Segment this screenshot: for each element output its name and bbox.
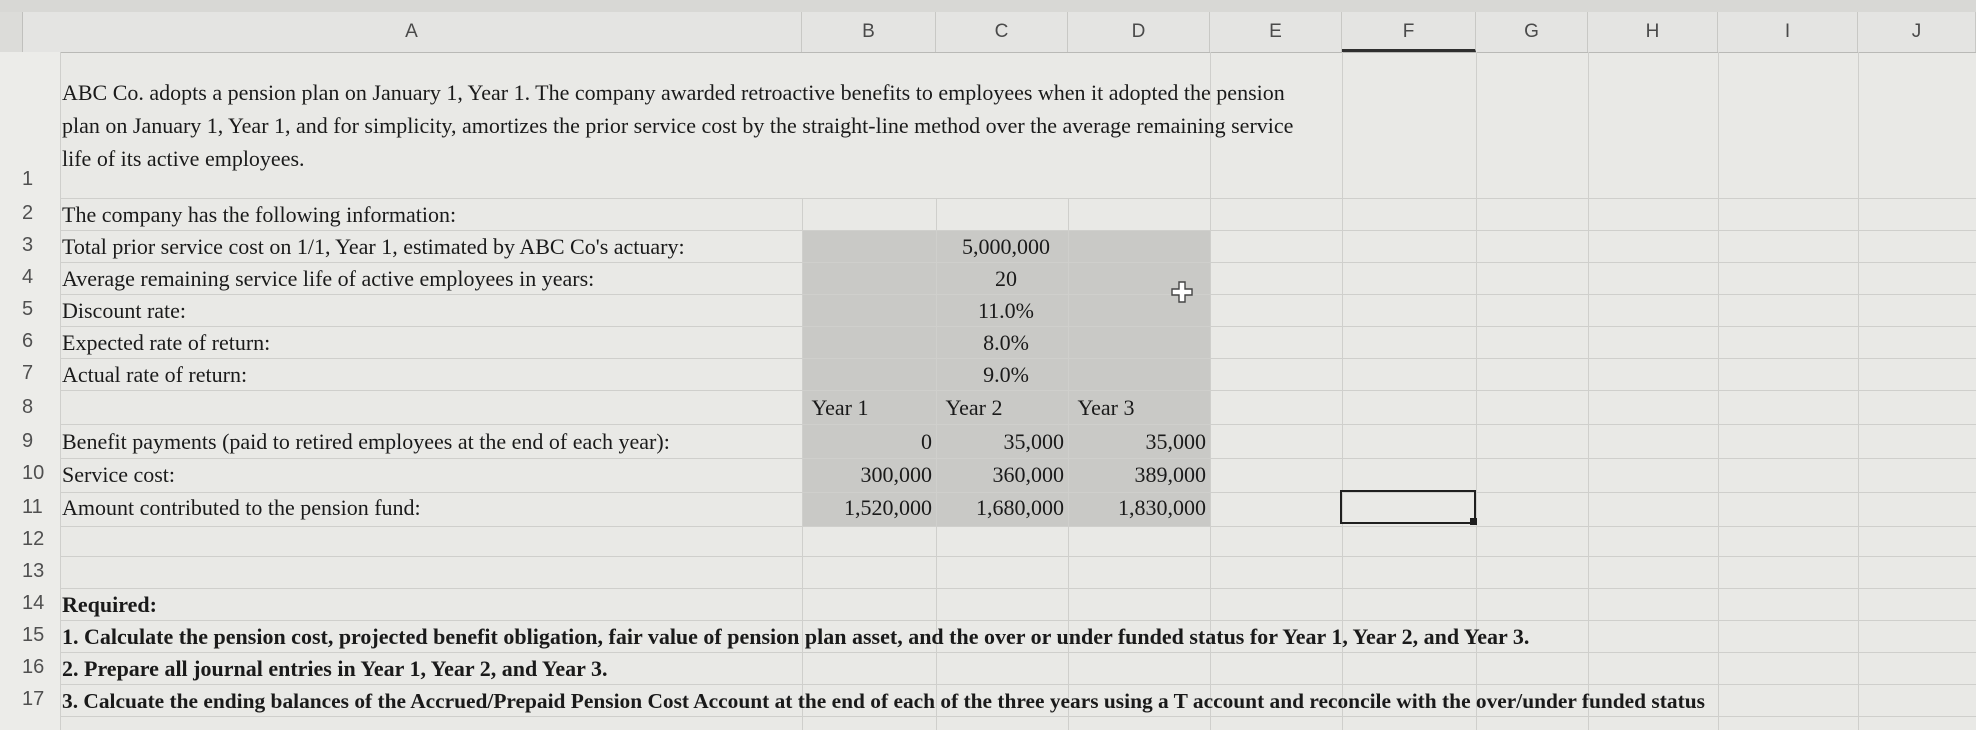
column-header-g[interactable]: G	[1476, 12, 1588, 52]
year-header[interactable]: Year 3	[1077, 395, 1135, 420]
contribution-year2[interactable]: 1,680,000	[976, 495, 1064, 520]
contribution-year3[interactable]: 1,830,000	[1118, 495, 1206, 520]
fill-handle[interactable]	[1470, 518, 1477, 525]
benefit-year2[interactable]: 35,000	[1003, 429, 1064, 454]
row-number[interactable]: 13	[22, 560, 45, 582]
intro-line: ABC Co. adopts a pension plan on January 1, Year 1. The company awarded retroactive benefits to employees when it adopted the pension	[62, 80, 1285, 105]
year-header[interactable]: Year 1	[811, 395, 869, 420]
benefit-year1[interactable]: 0	[921, 429, 932, 454]
row-number[interactable]: 10	[22, 462, 45, 484]
column-header-d[interactable]: D	[1068, 12, 1210, 52]
active-cell-selection[interactable]	[1340, 490, 1476, 524]
discount-rate-value[interactable]: 11.0%	[977, 298, 1034, 323]
service-cost-label[interactable]: Service cost:	[62, 462, 176, 487]
service-cost-year1[interactable]: 300,000	[860, 462, 932, 487]
row-number[interactable]: 12	[22, 528, 45, 550]
plus-cursor-icon	[1170, 280, 1194, 304]
row-number[interactable]: 3	[22, 234, 34, 256]
expected-return-value[interactable]: 8.0%	[983, 330, 1029, 355]
column-header-f[interactable]: F	[1342, 12, 1476, 52]
column-header-bar	[0, 12, 1976, 53]
row-number[interactable]: 1	[22, 168, 34, 190]
row-number[interactable]: 15	[22, 624, 45, 646]
column-header-c[interactable]: C	[936, 12, 1068, 52]
row-number[interactable]: 9	[22, 430, 34, 452]
row-number[interactable]: 16	[22, 656, 45, 678]
intro-paragraph[interactable]	[62, 76, 1462, 175]
column-header-a[interactable]: A	[22, 12, 802, 52]
column-header-i[interactable]: I	[1718, 12, 1858, 52]
row-number[interactable]: 2	[22, 202, 34, 224]
toolbar-edge	[0, 0, 1976, 12]
row-number[interactable]: 11	[22, 496, 43, 518]
benefit-year3[interactable]: 35,000	[1145, 429, 1206, 454]
info-heading[interactable]: The company has the following information:	[62, 202, 457, 227]
expected-return-label[interactable]: Expected rate of return:	[62, 330, 271, 355]
year-header[interactable]: Year 2	[945, 395, 1003, 420]
intro-line: life of its active employees.	[62, 146, 305, 171]
service-cost-year3[interactable]: 389,000	[1134, 462, 1206, 487]
row-number[interactable]: 5	[22, 298, 34, 320]
row-number[interactable]: 8	[22, 396, 34, 418]
row-number[interactable]: 14	[22, 592, 45, 614]
service-life-value[interactable]: 20	[995, 266, 1017, 291]
column-header-b[interactable]: B	[802, 12, 936, 52]
row-number[interactable]: 17	[22, 688, 45, 710]
actual-return-value[interactable]: 9.0%	[983, 362, 1029, 387]
required-item-3[interactable]: 3. Calcuate the ending balances of the Accrued/Prepaid Pension Cost Account at the end of each of the three years using a T account and reconcile with the over/under funded status	[62, 689, 1705, 713]
row-number[interactable]: 7	[22, 362, 34, 384]
service-life-label[interactable]: Average remaining service life of active employees in years:	[62, 266, 595, 291]
required-item-2[interactable]: 2. Prepare all journal entries in Year 1, Year 2, and Year 3.	[62, 656, 608, 681]
column-header-e[interactable]: E	[1210, 12, 1342, 52]
benefit-payments-label[interactable]: Benefit payments (paid to retired employees at the end of each year):	[62, 429, 670, 454]
discount-rate-label[interactable]: Discount rate:	[62, 298, 187, 323]
row-number[interactable]: 4	[22, 266, 34, 288]
column-header-j[interactable]: J	[1858, 12, 1976, 52]
service-cost-year2[interactable]: 360,000	[992, 462, 1064, 487]
contribution-year1[interactable]: 1,520,000	[844, 495, 932, 520]
prior-service-label[interactable]: Total prior service cost on 1/1, Year 1, estimated by ABC Co's actuary:	[62, 234, 685, 259]
row-number[interactable]: 6	[22, 330, 34, 352]
actual-return-label[interactable]: Actual rate of return:	[62, 362, 248, 387]
required-heading[interactable]: Required:	[62, 592, 157, 617]
column-header-h[interactable]: H	[1588, 12, 1718, 52]
contribution-label[interactable]: Amount contributed to the pension fund:	[62, 495, 421, 520]
intro-line: plan on January 1, Year 1, and for simplicity, amortizes the prior service cost by the straight-line method over the average remaining service	[62, 113, 1294, 138]
select-all-corner[interactable]	[0, 12, 23, 52]
prior-service-value[interactable]: 5,000,000	[962, 234, 1050, 259]
required-item-1[interactable]: 1. Calculate the pension cost, projected benefit obligation, fair value of pension plan asset, and the over or under funded status for Year 1, Year 2, and Year 3.	[62, 624, 1530, 649]
